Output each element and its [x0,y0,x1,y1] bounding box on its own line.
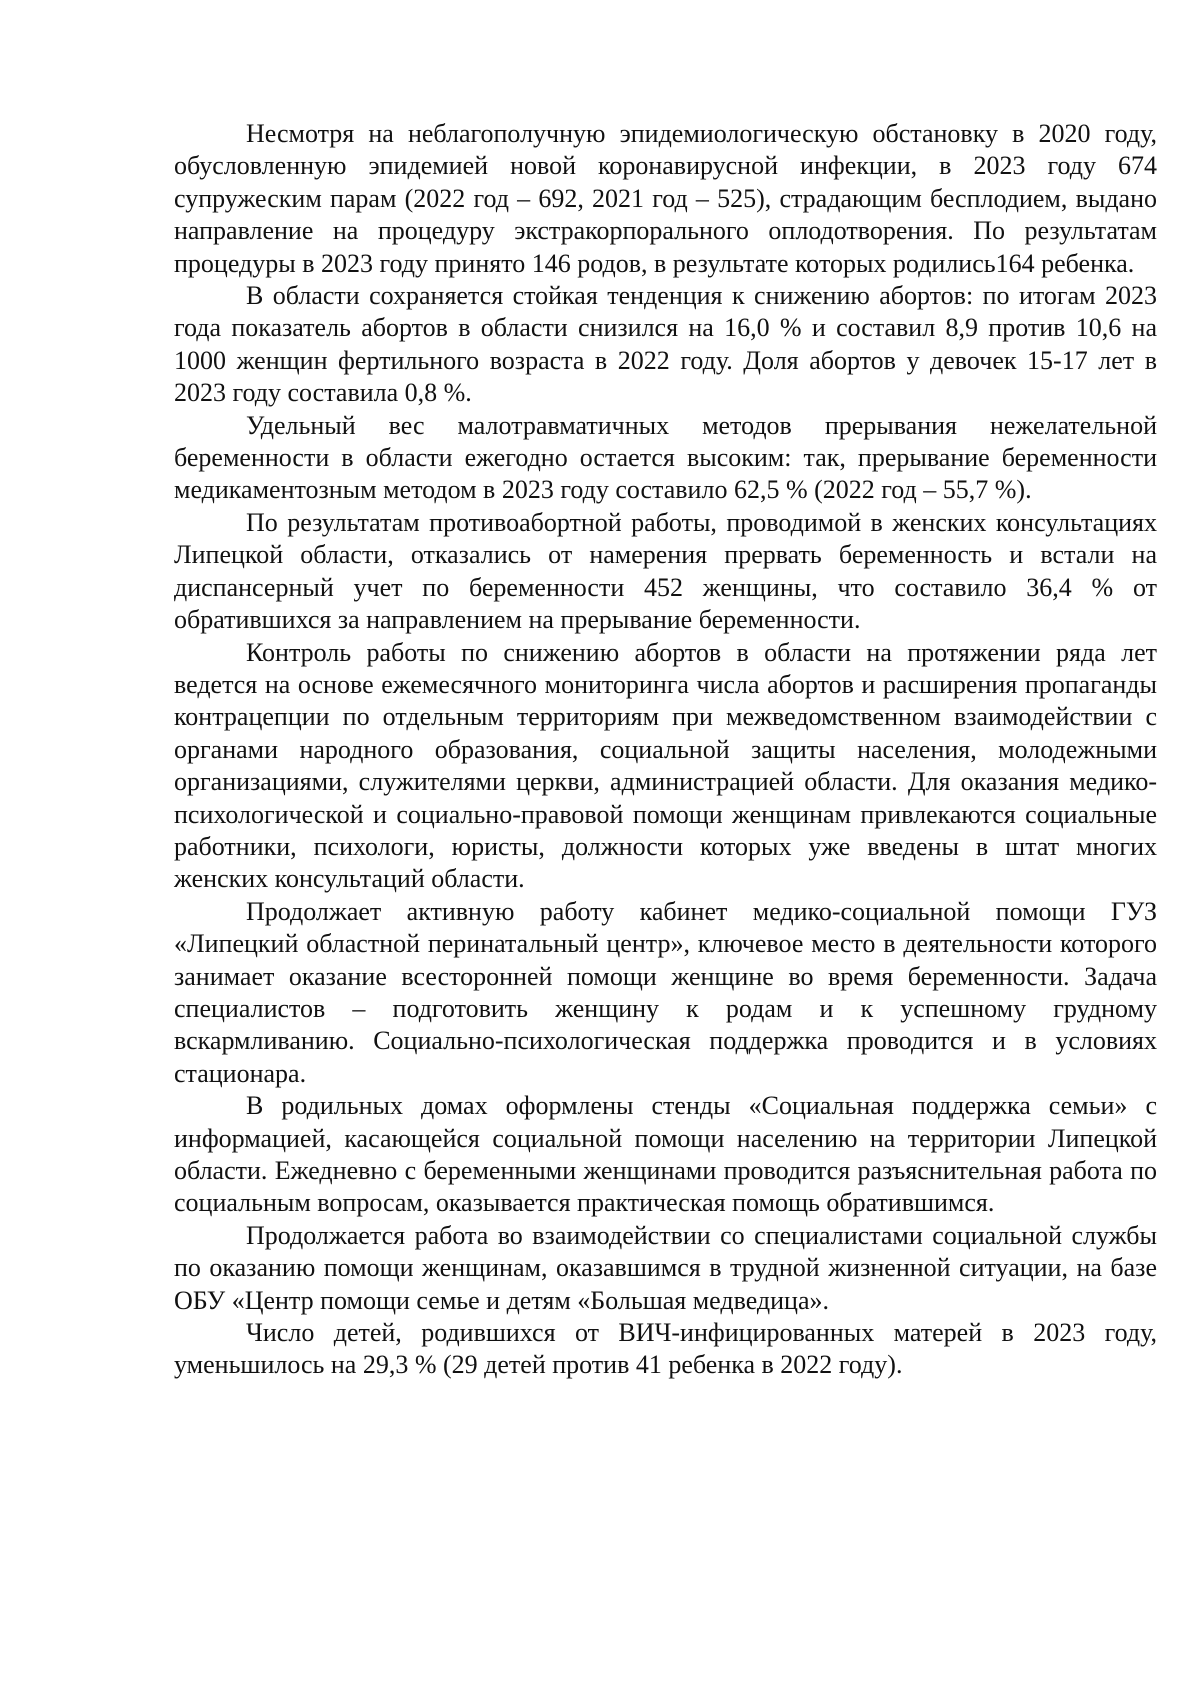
paragraph-social-service: Продолжается работа во взаимодействии со специалистами социальной службы по оказанию помощи женщинам, оказавшимся в трудной жизненной ситуации, на базе ОБУ «Центр помощи семье и детям «Большая медведица». [174,1220,1157,1315]
document-body [174,118,1157,1382]
paragraph-ivf: Несмотря на неблагополучную эпидемиологическую обстановку в 2020 году, обусловленную эпидемией новой коронавирусной инфекции, в 2023 году 674 супружеским парам (2022 год – 692, 2021 год – 525), страдающим бесплодием, выдано направление на процедуру экстракорпорального оплодотворения. По результатам процедуры в 2023 году принято 146 родов, в результате которых родились164 ребенка. [174,119,1157,278]
paragraph-counseling-results: По результатам противоабортной работы, проводимой в женских консультациях Липецкой области, отказались от намерения прервать беременность и встали на диспансерный учет по беременности 452 женщины, что составило 36,4 % от обратившихся за направлением на прерывание беременности. [174,507,1157,635]
paragraph-maternity-stands: В родильных домах оформлены стенды «Социальная поддержка семьи» с информацией, касающейся социальной помощи населению на территории Липецкой области. Ежедневно с беременными женщинами проводится разъяснительная работа по социальным вопросам, оказывается практическая помощь обратившимся. [174,1091,1157,1218]
paragraph-perinatal-center: Продолжает активную работу кабинет медико-социальной помощи ГУЗ «Липецкий областной перинатальный центр», ключевое место в деятельности которого занимает оказание всесторонней помощи женщине во время беременности. Задача специалистов – подготовить женщину к родам и к успешному грудному вскармливанию. Социально-психологическая поддержка проводится и в условиях стационара. [174,896,1157,1088]
paragraph-abortion-trend: В области сохраняется стойкая тенденция к снижению абортов: по итогам 2023 года показатель абортов в области снизился на 16,0 % и составил 8,9 против 10,6 на 1000 женщин фертильного возраста в 2022 году. Доля абортов у девочек 15-17 лет в 2023 году составила 0,8 %. [174,281,1157,408]
paragraph-monitoring: Контроль работы по снижению абортов в области на протяжении ряда лет ведется на основе ежемесячного мониторинга числа абортов и расширения пропаганды контрацепции по отдельным территориям при межведомственном взаимодействии с органами народного образования, социальной защиты населения, молодежными организациями, служителями церкви, администрацией области. Для оказания медико-психологической и социально-правовой помощи женщинам привлекаются социальные работники, психологи, юристы, должности которых уже введены в штат многих женских консультаций области. [174,637,1157,894]
paragraph-low-trauma-methods: Удельный вес малотравматичных методов прерывания нежелательной беременности в области ежегодно остается высоким: так, прерывание беременности медикаментозным методом в 2023 году составило 62,5 % (2022 год – 55,7 %). [174,410,1157,505]
paragraph-hiv-children: Число детей, родившихся от ВИЧ-инфицированных матерей в 2023 году, уменьшилось на 29,3 % (29 детей против 41 ребенка в 2022 году). [174,1318,1157,1380]
